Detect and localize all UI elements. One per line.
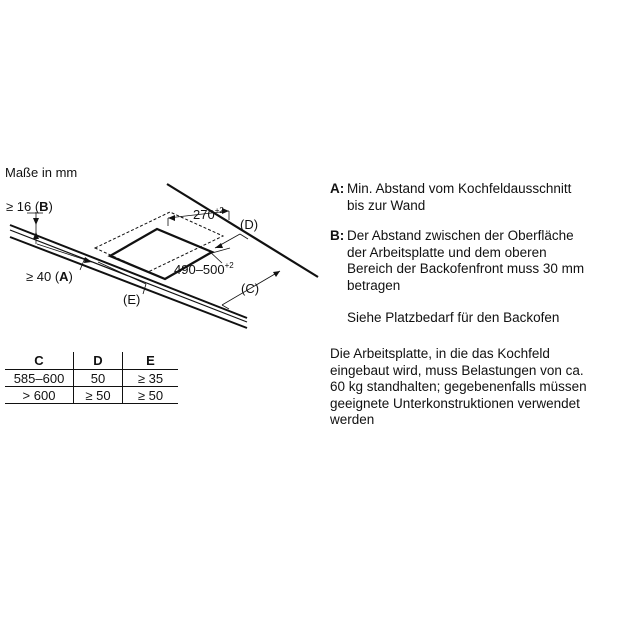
- label-d: (D): [240, 217, 259, 232]
- note-a: [330, 181, 571, 214]
- label-a: ≥ 40 (A): [26, 269, 73, 284]
- note-b-line: betragen: [347, 277, 401, 293]
- table-cell: ≥ 50: [123, 387, 179, 404]
- note-b-key: B:: [330, 228, 345, 243]
- table-header-row: [5, 352, 178, 370]
- arrow-a: [84, 257, 92, 263]
- note-b-line: Bereich der Backofenfront muss 30 mm: [347, 261, 585, 276]
- note-b-line: der Arbeitsplatte und dem oberen: [347, 244, 547, 260]
- table-header: E: [123, 352, 179, 370]
- table-cell: > 600: [5, 387, 74, 404]
- table-header: D: [74, 352, 123, 370]
- note-b: [330, 228, 584, 327]
- label-e: (E): [123, 292, 141, 307]
- table-cell: 50: [74, 370, 123, 387]
- note-a-line: Min. Abstand vom Kochfeldausschnitt: [347, 181, 572, 196]
- note-b-line: Siehe Platzbedarf für den Backofen: [347, 310, 560, 325]
- table-row: [5, 387, 178, 404]
- label-c: (C): [241, 281, 260, 296]
- note-load-line: Die Arbeitsplatte, in die das Kochfeld: [330, 346, 550, 361]
- note-load-line: 60 kg standhalten; gegebenenfalls müssen: [330, 379, 587, 394]
- table-header: C: [5, 352, 74, 370]
- label-width: $270^{+2}$: [193, 206, 224, 222]
- table-row: [5, 370, 178, 387]
- table-cell: ≥ 35: [123, 370, 179, 387]
- arrow-width-left: [168, 215, 175, 221]
- arrow-b-top: [33, 218, 39, 225]
- label-b: ≥ 16 (B): [6, 199, 53, 214]
- note-load: [330, 346, 587, 429]
- unit-caption: Maße in mm: [5, 165, 78, 180]
- arrow-c: [273, 271, 280, 277]
- table-cell: 585–600: [5, 370, 74, 387]
- note-b-line: Der Abstand zwischen der Oberfläche: [347, 228, 574, 243]
- clearance-table: [5, 352, 178, 404]
- note-a-line: bis zur Wand: [347, 197, 426, 213]
- note-load-line: geeignete Unterkonstruktionen verwendet: [330, 395, 580, 411]
- note-load-line: werden: [330, 412, 375, 427]
- note-a-key: A:: [330, 181, 345, 196]
- label-depth: $490-500^{+2}$: [174, 261, 234, 277]
- note-load-line: eingebaut wird, muss Belastungen von ca.: [330, 362, 584, 378]
- table-cell: ≥ 50: [74, 387, 123, 404]
